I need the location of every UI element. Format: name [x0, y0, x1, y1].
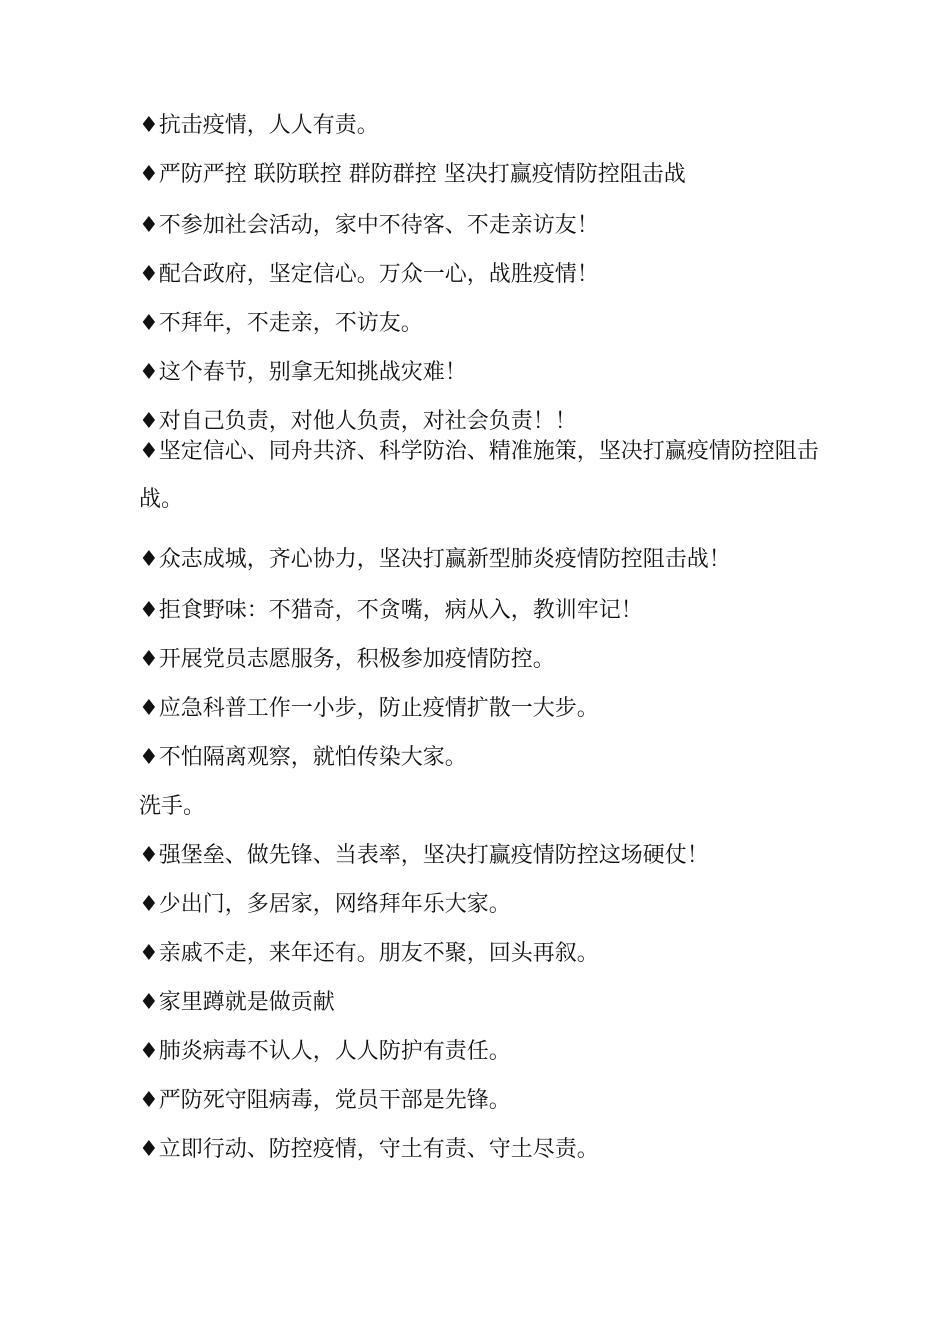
slogan-line: ♦不参加社会活动，家中不待客、不走亲访友！ — [139, 213, 599, 238]
slogan-line: ♦强堡垒、做先锋、当表率，坚决打赢疫情防控这场硬仗！ — [139, 843, 709, 868]
slogan-line: ♦少出门，多居家，网络拜年乐大家。 — [139, 892, 511, 917]
slogan-list — [139, 111, 819, 1165]
slogan-line: ♦家里蹲就是做贡献 — [139, 990, 335, 1015]
slogan-line: ♦肺炎病毒不认人，人人防护有责任。 — [139, 1039, 511, 1064]
slogan-line: ♦严防死守阻病毒，党员干部是先锋。 — [139, 1088, 511, 1113]
slogan-line: ♦开展党员志愿服务，积极参加疫情防控。 — [139, 647, 555, 672]
slogan-line: ♦立即行动、防控疫情，守土有责、守土尽责。 — [139, 1137, 599, 1162]
slogan-line: ♦严防严控 联防联控 群防群控 坚决打赢疫情防控阻击战 — [139, 162, 686, 187]
slogan-line: ♦对自己负责，对他人负责，对社会负责！！ — [139, 409, 577, 434]
slogan-line: ♦应急科普工作一小步，防止疫情扩散一大步。 — [139, 696, 599, 721]
slogan-line: ♦这个春节，别拿无知挑战灾难！ — [139, 360, 467, 385]
slogan-line: 洗手。 — [139, 794, 206, 819]
slogan-line: ♦配合政府，坚定信心。万众一心，战胜疫情！ — [139, 262, 599, 287]
slogan-line: ♦拒食野味：不猎奇，不贪嘴，病从入，教训牢记！ — [139, 598, 643, 623]
slogan-line: ♦抗击疫情，人人有责。 — [139, 113, 379, 138]
slogan-line: ♦不拜年，不走亲，不访友。 — [139, 311, 423, 336]
slogan-line: ♦亲戚不走，来年还有。朋友不聚，回头再叙。 — [139, 941, 599, 966]
slogan-line: ♦不怕隔离观察，就怕传染大家。 — [139, 745, 467, 770]
slogan-line: ♦坚定信心、同舟共济、科学防治、精准施策，坚决打赢疫情防控阻击战。 — [139, 439, 819, 512]
slogan-line: ♦众志成城，齐心协力，坚决打赢新型肺炎疫情防控阻击战！ — [139, 547, 731, 572]
